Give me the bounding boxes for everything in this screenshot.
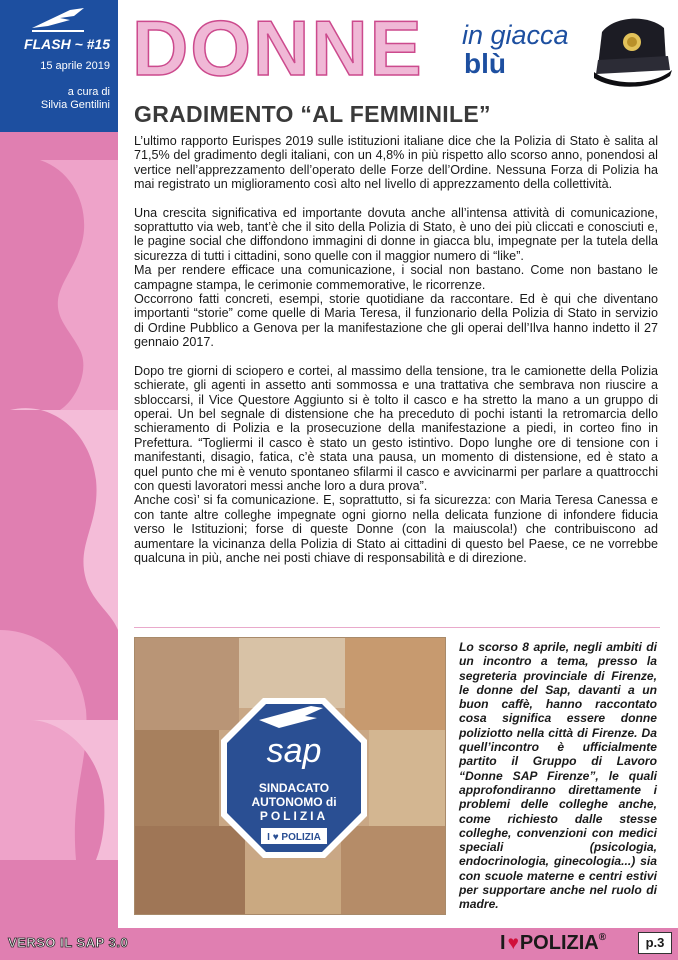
women-silhouette-decoration	[0, 160, 118, 860]
article-paragraph: Occorrono fatti concreti, esempi, storie quotidiane da raccontare. Ed è qui che diventano importanti “storie” come quelle di Maria Teresa, il funzionario della Polizia di Stato in servizio di Ordine Pubblico a Genova per la manifestazione che gli operai dell’Ilva hanno indetto il 27 gennaio 2017.	[134, 292, 658, 350]
meeting-photo-collage	[134, 637, 446, 915]
badge-logo-text: sap	[266, 732, 322, 770]
registered-mark: ®	[598, 932, 607, 943]
section-divider	[134, 627, 660, 628]
curator-label: a cura di	[67, 86, 110, 98]
badge-footer: I ♥ POLIZIA	[267, 832, 321, 843]
article-paragraph: L’ultimo rapporto Eurispes 2019 sulle istituzioni italiane dice che la Polizia di Stato è salita al 71,5% del gradimento degli italiani, con un 4,8% in più rispetto allo scorso anno, ponendosi al vertice nell’apprezzamento dell’operato delle Forze dell’Ordine. Nessuna Forza di Polizia ha mai registrato un miglioramento così alto nel livello di apprezzamento della collettività.	[134, 134, 658, 192]
flash-info-box	[0, 0, 118, 132]
subtitle-line-2: blù	[464, 48, 506, 79]
brand-name: POLIZIA	[519, 932, 599, 954]
page-number: p.3	[638, 932, 672, 954]
police-cap-icon	[588, 10, 674, 90]
photo-tile	[369, 730, 446, 826]
curator-credit	[41, 86, 110, 112]
article-paragraph: Anche così’ si fa comunicazione. E, soprattutto, si fa sicurezza: con Maria Teresa Canessa e con tante altre colleghe impegnate ogni giorno nella delicata funzione di infondere fiducia verso le Istituzioni; forse di queste Donne (con la maiuscola!) che contribuiscono ad aumentare la vicinanza della Polizia di Stato ai cittadini di questo bel Paese, ce ne vorrebbe qualcuna in più, anche nei posti chiave di responsabilità e di direzione.	[134, 493, 658, 565]
photo-tile	[245, 860, 341, 915]
article-headline: GRADIMENTO “AL FEMMINILE”	[134, 101, 491, 127]
left-sidebar	[0, 0, 118, 960]
curator-name: Silvia Gentilini	[40, 99, 110, 111]
article-paragraph: Dopo tre giorni di sciopero e cortei, al massimo della tensione, tra le camionette della Polizia schierate, gli agenti in assetto anti sommossa e una trattativa che sembrava non riuscire a sbloccarsi, il Vice Questore Aggiunto si è tolto il casco e ha stretto la mano a un gruppo di operai. Un bel segnale di distensione che ha preceduto di pochi istanti la retromarcia dello schieramento di Polizia e la prosecuzione della manifestazione a piedi, in corteo fino in Prefettura. “Togliermi il casco è stato un gesto istintivo. Dopo lunghe ore di tensione con i manifestanti, disagio, fatica, c’è stata una pausa, un momento di distensione, ed è stato a quel punto che mi è venuto spontaneo sfilarmi il casco e avvicinarmi per parlare a quattrocchi con questi lavoratori messi anche loro a dura prova”.	[134, 363, 658, 493]
sap-badge	[219, 696, 369, 860]
page-footer	[0, 928, 678, 960]
page-title: DONNE	[132, 4, 424, 92]
subtitle-line-1: in giacca	[462, 20, 569, 50]
photo-caption: Lo scorso 8 aprile, negli ambiti di un incontro a tema, presso la segreteria provinciale di Firenze, le donne del Sap, davanti a un buon caffè, hanno raccontato cosa significa essere donne poliziotto nella città di Firenze. Da quell’incontro è ufficialmente partito il Gruppo di Lavoro “Donne SAP Firenze”, le quali approfondiranno direttamente i problemi delle colleghe anche, come richiesto dalle stesse colleghe, convenzioni con medici speciali (psicologia, endocrinologia, ginecologia...) sia con scuole materne e centri estivi per supportare anche nel ruolo di madre.	[459, 640, 657, 912]
issue-date: 15 aprile 2019	[40, 60, 110, 72]
heart-icon: ♥	[507, 933, 519, 954]
article-paragraph: Ma per rendere efficace una comunicazione, i social non bastano. Come non bastano le campagne stampa, le cerimonie commemorative, le ricorrenze.	[134, 263, 658, 292]
article-body	[134, 134, 658, 565]
sap-wing-logo-icon	[30, 6, 86, 34]
badge-line-2: AUTONOMO di	[251, 795, 337, 809]
photo-tile	[135, 730, 219, 826]
footer-brand	[500, 932, 606, 956]
footer-slogan: VERSO IL SAP 3.0	[8, 935, 129, 950]
flash-issue-title: FLASH ~ #15	[24, 36, 110, 52]
article-paragraph: Una crescita significativa ed importante dovuta anche all’intensa attività di comunicazione, soprattutto via web, tant’è che il sito della Polizia di Stato, è uno dei più cliccati e conosciuti e, le pagine social che diffondono immagini di donne in giacca blu, impegnate per la tutela della sicurezza di tutti i cittadini, sono quelle con il maggior numero di “like”.	[134, 205, 658, 263]
badge-line-3: POLIZIA	[259, 809, 329, 823]
badge-line-1: SINDACATO	[258, 781, 330, 795]
brand-prefix: I	[500, 932, 506, 954]
